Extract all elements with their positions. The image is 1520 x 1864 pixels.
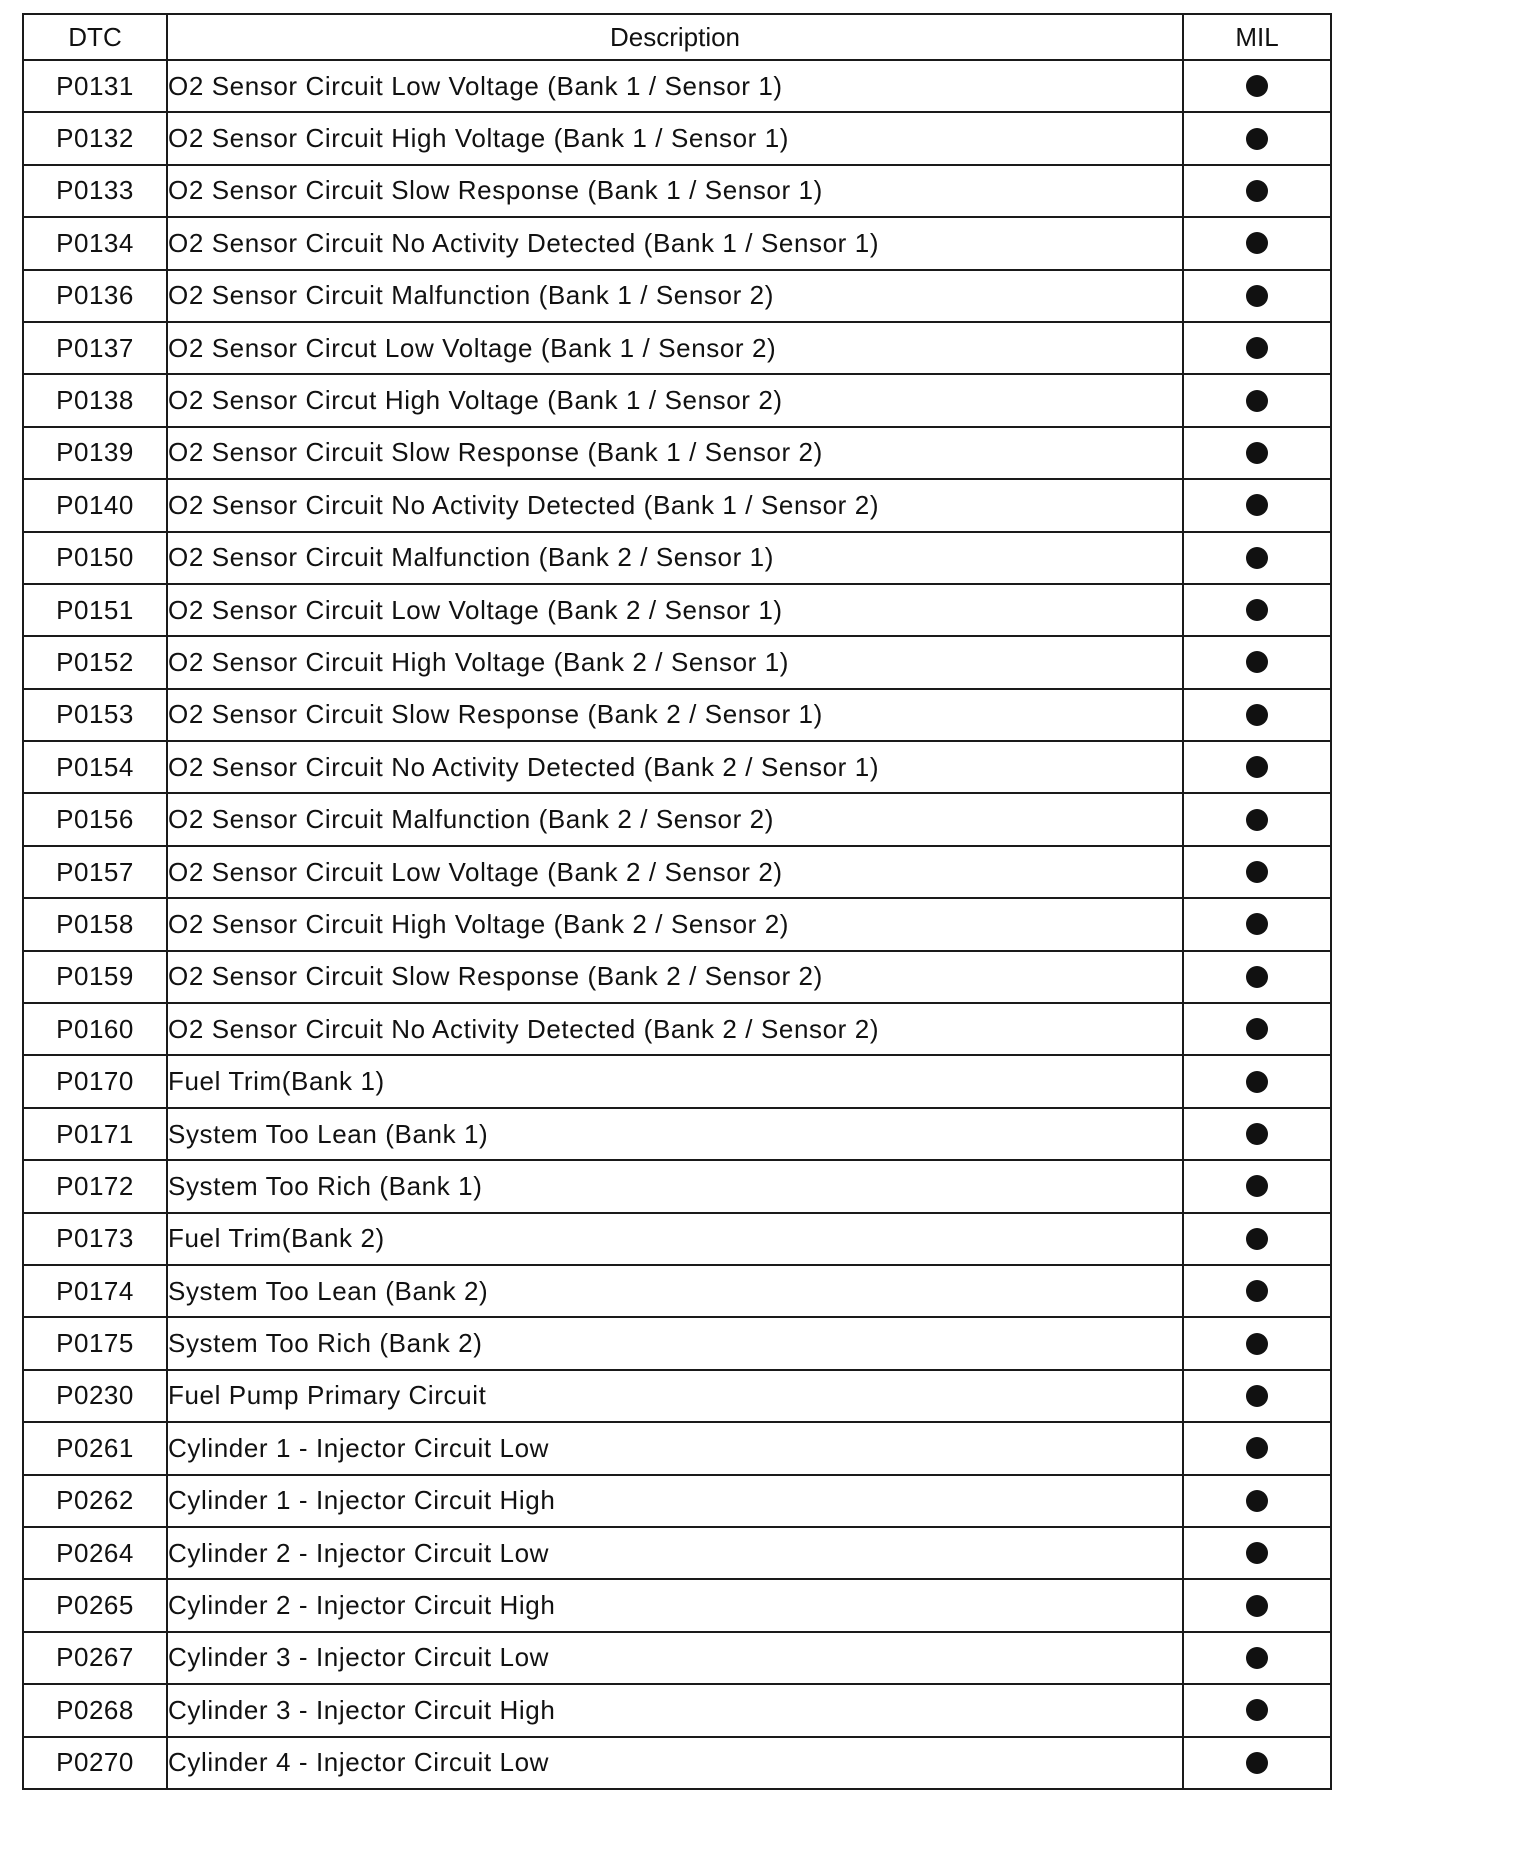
table-row [23, 1265, 1331, 1317]
mil-cell [1183, 689, 1331, 741]
description-cell: Fuel Pump Primary Circuit [167, 1370, 1183, 1422]
mil-cell [1183, 951, 1331, 1003]
table-row [23, 1003, 1331, 1055]
table-row [23, 898, 1331, 950]
dtc-code-cell: P0171 [23, 1108, 167, 1160]
description-cell: O2 Sensor Circuit No Activity Detected (Bank 2 / Sensor 2) [167, 1003, 1183, 1055]
table-row [23, 1317, 1331, 1369]
filled-circle-icon [1246, 1752, 1268, 1774]
table-row [23, 1370, 1331, 1422]
dtc-code-cell: P0267 [23, 1632, 167, 1684]
filled-circle-icon [1246, 547, 1268, 569]
table-row [23, 1055, 1331, 1107]
filled-circle-icon [1246, 1647, 1268, 1669]
mil-cell [1183, 584, 1331, 636]
description-cell: Cylinder 1 - Injector Circuit High [167, 1475, 1183, 1527]
dtc-code-cell: P0173 [23, 1213, 167, 1265]
mil-cell [1183, 270, 1331, 322]
filled-circle-icon [1246, 1175, 1268, 1197]
mil-cell [1183, 1737, 1331, 1789]
description-cell: O2 Sensor Circut High Voltage (Bank 1 / Sensor 2) [167, 374, 1183, 426]
filled-circle-icon [1246, 1333, 1268, 1355]
mil-cell [1183, 322, 1331, 374]
dtc-code-cell: P0264 [23, 1527, 167, 1579]
table-row [23, 1632, 1331, 1684]
filled-circle-icon [1246, 966, 1268, 988]
dtc-code-cell: P0153 [23, 689, 167, 741]
table-row [23, 793, 1331, 845]
dtc-code-cell: P0158 [23, 898, 167, 950]
mil-cell [1183, 1213, 1331, 1265]
table-header [23, 14, 1331, 60]
dtc-code-cell: P0154 [23, 741, 167, 793]
table-row [23, 1527, 1331, 1579]
table-row [23, 532, 1331, 584]
mil-cell [1183, 1475, 1331, 1527]
table-row [23, 217, 1331, 269]
dtc-code-cell: P0160 [23, 1003, 167, 1055]
description-cell: O2 Sensor Circuit High Voltage (Bank 1 / Sensor 1) [167, 112, 1183, 164]
filled-circle-icon [1246, 232, 1268, 254]
table-row [23, 1213, 1331, 1265]
filled-circle-icon [1246, 1228, 1268, 1250]
dtc-code-cell: P0230 [23, 1370, 167, 1422]
filled-circle-icon [1246, 756, 1268, 778]
table-row [23, 636, 1331, 688]
table-row [23, 270, 1331, 322]
filled-circle-icon [1246, 285, 1268, 307]
description-cell: System Too Rich (Bank 2) [167, 1317, 1183, 1369]
dtc-code-cell: P0152 [23, 636, 167, 688]
mil-cell [1183, 1055, 1331, 1107]
table-row [23, 951, 1331, 1003]
filled-circle-icon [1246, 861, 1268, 883]
dtc-table-sheet [22, 13, 1330, 1790]
mil-cell [1183, 1579, 1331, 1631]
description-cell: System Too Lean (Bank 1) [167, 1108, 1183, 1160]
table-row [23, 689, 1331, 741]
description-cell: O2 Sensor Circuit Low Voltage (Bank 2 / Sensor 2) [167, 846, 1183, 898]
description-cell: O2 Sensor Circuit Low Voltage (Bank 2 / Sensor 1) [167, 584, 1183, 636]
description-cell: O2 Sensor Circut Low Voltage (Bank 1 / Sensor 2) [167, 322, 1183, 374]
dtc-code-cell: P0268 [23, 1684, 167, 1736]
description-cell: Fuel Trim(Bank 2) [167, 1213, 1183, 1265]
mil-cell [1183, 532, 1331, 584]
filled-circle-icon [1246, 494, 1268, 516]
description-cell: O2 Sensor Circuit No Activity Detected (Bank 2 / Sensor 1) [167, 741, 1183, 793]
description-cell: Fuel Trim(Bank 1) [167, 1055, 1183, 1107]
dtc-code-cell: P0156 [23, 793, 167, 845]
table-row [23, 741, 1331, 793]
dtc-code-cell: P0131 [23, 60, 167, 112]
filled-circle-icon [1246, 1071, 1268, 1093]
dtc-code-cell: P0262 [23, 1475, 167, 1527]
dtc-code-cell: P0132 [23, 112, 167, 164]
dtc-code-cell: P0137 [23, 322, 167, 374]
table-row [23, 584, 1331, 636]
dtc-code-cell: P0172 [23, 1160, 167, 1212]
description-cell: System Too Rich (Bank 1) [167, 1160, 1183, 1212]
table-row [23, 1160, 1331, 1212]
description-cell: O2 Sensor Circuit Malfunction (Bank 1 / Sensor 2) [167, 270, 1183, 322]
mil-cell [1183, 1684, 1331, 1736]
dtc-code-cell: P0170 [23, 1055, 167, 1107]
description-cell: O2 Sensor Circuit High Voltage (Bank 2 / Sensor 2) [167, 898, 1183, 950]
filled-circle-icon [1246, 1437, 1268, 1459]
dtc-code-cell: P0138 [23, 374, 167, 426]
table-row [23, 322, 1331, 374]
dtc-code-cell: P0175 [23, 1317, 167, 1369]
mil-cell [1183, 1160, 1331, 1212]
description-cell: O2 Sensor Circuit Slow Response (Bank 1 / Sensor 1) [167, 165, 1183, 217]
description-cell: O2 Sensor Circuit No Activity Detected (Bank 1 / Sensor 1) [167, 217, 1183, 269]
description-cell: O2 Sensor Circuit High Voltage (Bank 2 / Sensor 1) [167, 636, 1183, 688]
table-row [23, 846, 1331, 898]
mil-cell [1183, 1422, 1331, 1474]
description-cell: Cylinder 2 - Injector Circuit High [167, 1579, 1183, 1631]
description-cell: Cylinder 2 - Injector Circuit Low [167, 1527, 1183, 1579]
mil-cell [1183, 846, 1331, 898]
table-row [23, 479, 1331, 531]
table-row [23, 1422, 1331, 1474]
filled-circle-icon [1246, 180, 1268, 202]
filled-circle-icon [1246, 1280, 1268, 1302]
description-cell: O2 Sensor Circuit Low Voltage (Bank 1 / Sensor 1) [167, 60, 1183, 112]
dtc-code-cell: P0151 [23, 584, 167, 636]
header-dtc: DTC [23, 14, 167, 60]
mil-cell [1183, 898, 1331, 950]
mil-cell [1183, 374, 1331, 426]
description-cell: Cylinder 3 - Injector Circuit High [167, 1684, 1183, 1736]
filled-circle-icon [1246, 337, 1268, 359]
mil-cell [1183, 217, 1331, 269]
filled-circle-icon [1246, 1018, 1268, 1040]
table-row [23, 1579, 1331, 1631]
filled-circle-icon [1246, 1595, 1268, 1617]
description-cell: O2 Sensor Circuit Slow Response (Bank 2 / Sensor 2) [167, 951, 1183, 1003]
filled-circle-icon [1246, 704, 1268, 726]
filled-circle-icon [1246, 599, 1268, 621]
table-row [23, 60, 1331, 112]
mil-cell [1183, 1108, 1331, 1160]
dtc-code-cell: P0139 [23, 427, 167, 479]
table-row [23, 165, 1331, 217]
dtc-code-cell: P0134 [23, 217, 167, 269]
filled-circle-icon [1246, 1542, 1268, 1564]
dtc-code-cell: P0174 [23, 1265, 167, 1317]
dtc-code-cell: P0140 [23, 479, 167, 531]
mil-cell [1183, 1003, 1331, 1055]
mil-cell [1183, 1317, 1331, 1369]
filled-circle-icon [1246, 1490, 1268, 1512]
header-description: Description [167, 14, 1183, 60]
description-cell: Cylinder 1 - Injector Circuit Low [167, 1422, 1183, 1474]
description-cell: O2 Sensor Circuit Malfunction (Bank 2 / Sensor 1) [167, 532, 1183, 584]
description-cell: System Too Lean (Bank 2) [167, 1265, 1183, 1317]
dtc-code-cell: P0136 [23, 270, 167, 322]
mil-cell [1183, 165, 1331, 217]
filled-circle-icon [1246, 442, 1268, 464]
filled-circle-icon [1246, 809, 1268, 831]
mil-cell [1183, 741, 1331, 793]
dtc-code-cell: P0133 [23, 165, 167, 217]
mil-cell [1183, 1527, 1331, 1579]
description-cell: O2 Sensor Circuit Slow Response (Bank 1 / Sensor 2) [167, 427, 1183, 479]
filled-circle-icon [1246, 390, 1268, 412]
dtc-code-cell: P0157 [23, 846, 167, 898]
dtc-code-cell: P0270 [23, 1737, 167, 1789]
dtc-table [22, 13, 1332, 1790]
mil-cell [1183, 793, 1331, 845]
filled-circle-icon [1246, 1123, 1268, 1145]
table-row [23, 112, 1331, 164]
description-cell: Cylinder 3 - Injector Circuit Low [167, 1632, 1183, 1684]
header-row [23, 14, 1331, 60]
filled-circle-icon [1246, 128, 1268, 150]
mil-cell [1183, 1265, 1331, 1317]
table-row [23, 1475, 1331, 1527]
dtc-code-cell: P0159 [23, 951, 167, 1003]
filled-circle-icon [1246, 1699, 1268, 1721]
table-row [23, 427, 1331, 479]
description-cell: O2 Sensor Circuit Malfunction (Bank 2 / Sensor 2) [167, 793, 1183, 845]
filled-circle-icon [1246, 75, 1268, 97]
mil-cell [1183, 427, 1331, 479]
header-mil: MIL [1183, 14, 1331, 60]
table-row [23, 374, 1331, 426]
description-cell: O2 Sensor Circuit Slow Response (Bank 2 / Sensor 1) [167, 689, 1183, 741]
mil-cell [1183, 1370, 1331, 1422]
description-cell: Cylinder 4 - Injector Circuit Low [167, 1737, 1183, 1789]
filled-circle-icon [1246, 913, 1268, 935]
table-row [23, 1737, 1331, 1789]
mil-cell [1183, 479, 1331, 531]
table-body [23, 60, 1331, 1789]
filled-circle-icon [1246, 651, 1268, 673]
mil-cell [1183, 636, 1331, 688]
mil-cell [1183, 60, 1331, 112]
mil-cell [1183, 112, 1331, 164]
filled-circle-icon [1246, 1385, 1268, 1407]
dtc-code-cell: P0150 [23, 532, 167, 584]
table-row [23, 1108, 1331, 1160]
dtc-code-cell: P0261 [23, 1422, 167, 1474]
dtc-code-cell: P0265 [23, 1579, 167, 1631]
mil-cell [1183, 1632, 1331, 1684]
description-cell: O2 Sensor Circuit No Activity Detected (Bank 1 / Sensor 2) [167, 479, 1183, 531]
table-row [23, 1684, 1331, 1736]
